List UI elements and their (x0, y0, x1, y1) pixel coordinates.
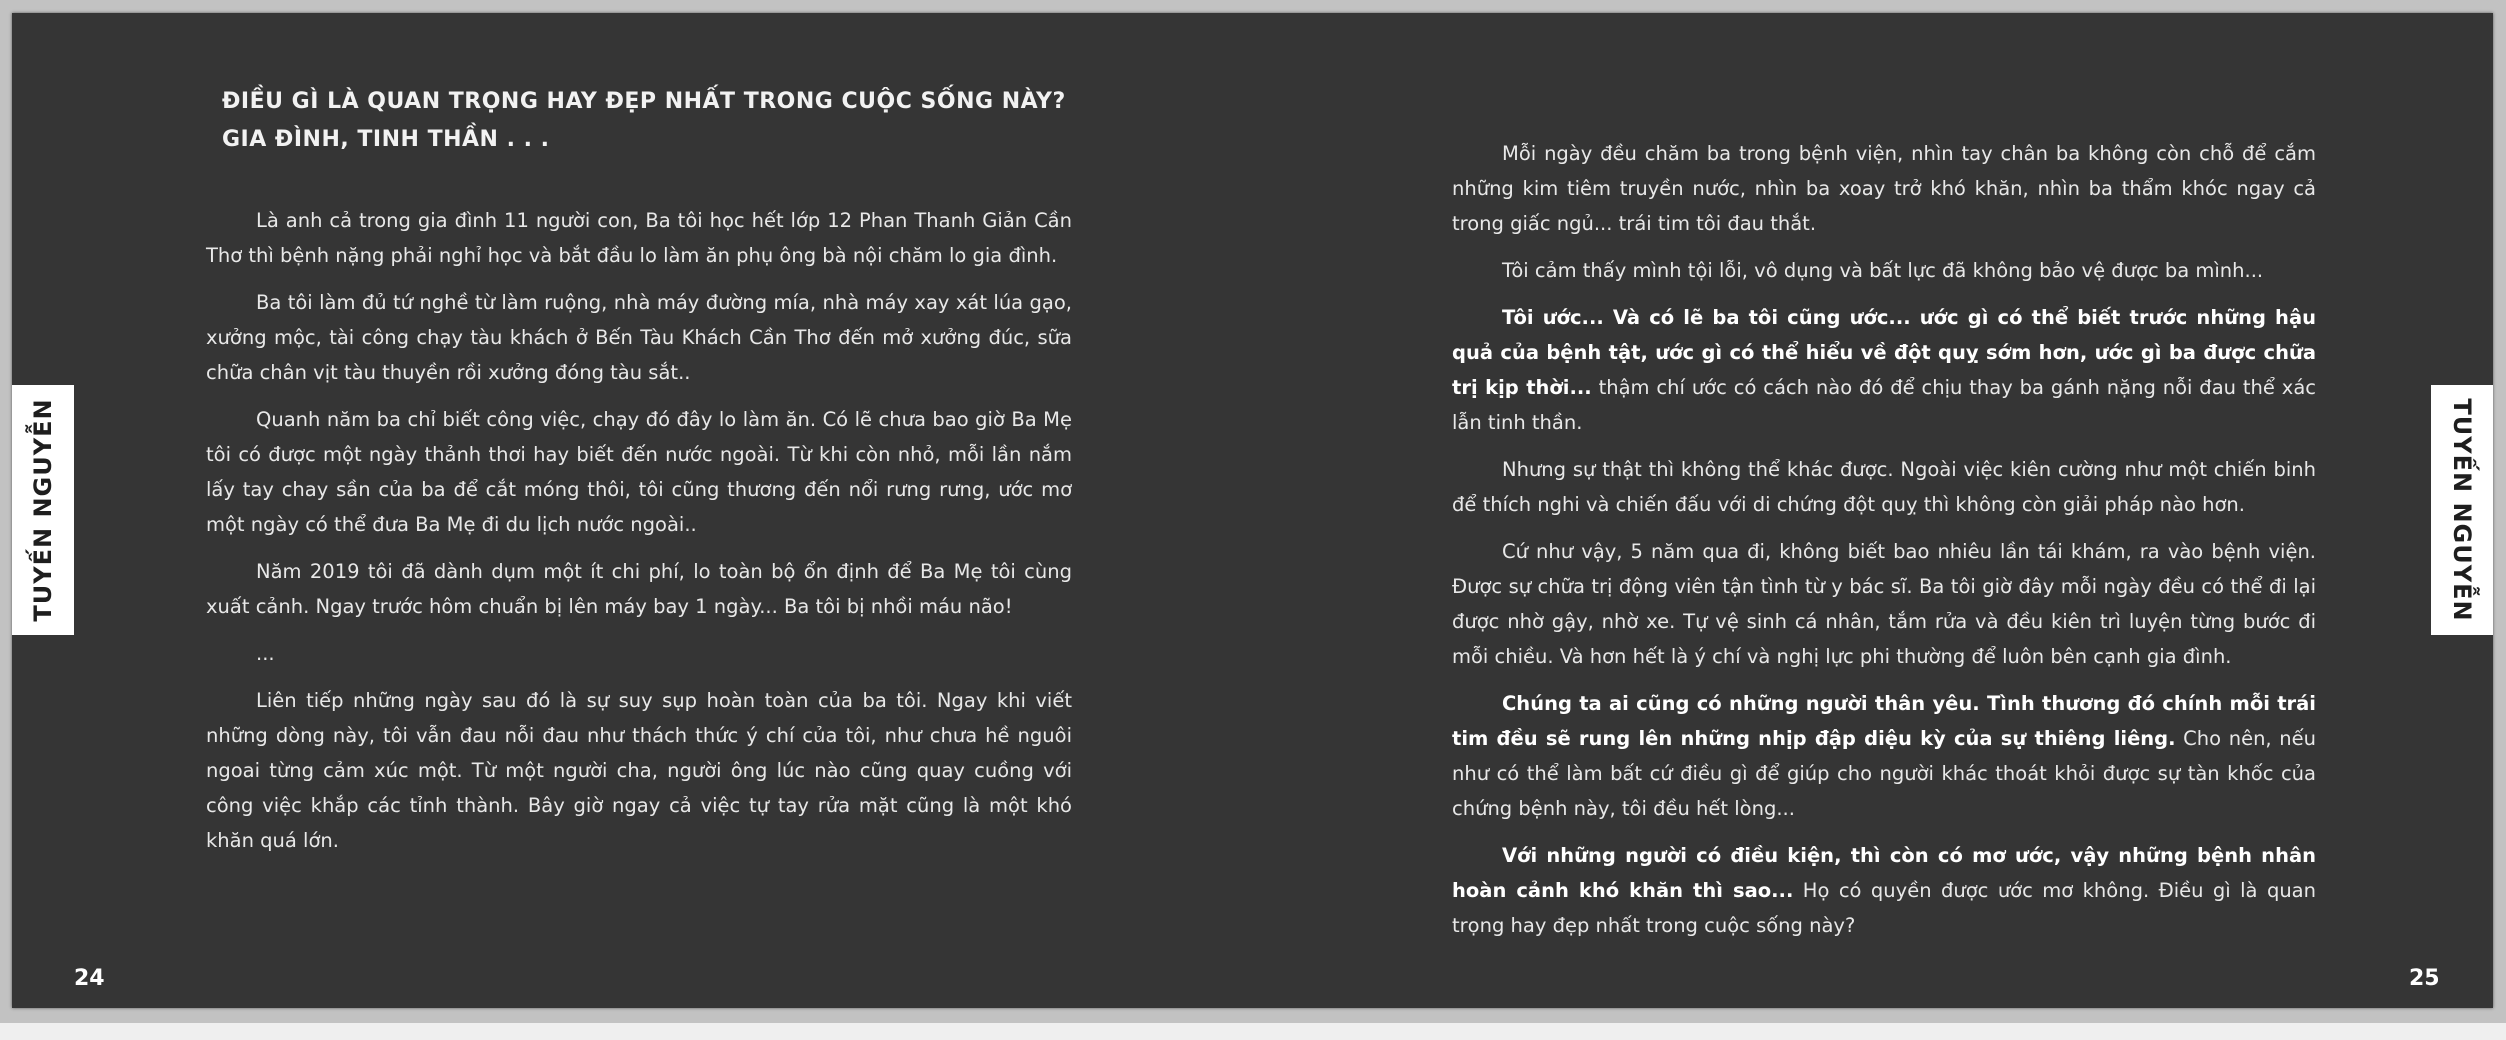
chapter-heading (222, 83, 1142, 159)
side-tab-label: TUYẾN NGUYỄN (2448, 398, 2476, 622)
paragraph (1452, 686, 2316, 826)
viewer-bottom-bar (0, 1023, 2506, 1040)
paragraph: Nhưng sự thật thì không thể khác được. Ngoài việc kiên cường như một chiến binh để thích nghi và chiến đấu với di chứng đột quỵ thì không còn giải pháp nào hơn. (1452, 458, 2316, 516)
paragraph-text: thậm chí ước có cách nào đó để chịu thay ba gánh nặng nỗi đau thể xác lẫn tinh thần. (1452, 376, 2316, 434)
paragraph-text: Cho nên, nếu như có thể làm bất cứ điều gì để giúp cho người khác thoát khỏi được sự tàn khốc của chứng bệnh này, tôi đều hết lòng... (1452, 727, 2316, 820)
paragraph: Tôi cảm thấy mình tội lỗi, vô dụng và bất lực đã không bảo vệ được ba mình... (1502, 259, 2264, 282)
left-body-text (206, 203, 1072, 870)
heading-line-1: ĐIỀU GÌ LÀ QUAN TRỌNG HAY ĐẸP NHẤT TRONG CUỘC SỐNG NÀY? (222, 89, 1066, 114)
heading-line-2: GIA ĐÌNH, TINH THẦN . . . (222, 127, 550, 152)
page-number-left: 24 (74, 966, 105, 991)
paragraph: Ba tôi làm đủ tứ nghề từ làm ruộng, nhà máy đường mía, nhà máy xay xát lúa gạo, xưởng mộc, tài công chạy tàu khách ở Bến Tàu Khách Cần Thơ đến mở xưởng đúc, sữa chữa chân vịt tàu thuyền rồi xưởng đóng tàu sắt.. (206, 291, 1072, 384)
paragraph: Là anh cả trong gia đình 11 người con, Ba tôi học hết lớp 12 Phan Thanh Giản Cần Thơ thì bệnh nặng phải nghỉ học và bắt đầu lo làm ăn phụ ông bà nội chăm lo gia đình. (206, 209, 1072, 267)
side-tab-left (12, 385, 74, 635)
paragraph-text: Họ có quyền được ước mơ không. Điều gì là quan trọng hay đẹp nhất trong cuộc sống này? (1452, 879, 2316, 937)
paragraph (1452, 838, 2316, 943)
book-spread (12, 13, 2493, 1008)
right-body-text (1452, 136, 2316, 955)
paragraph: Năm 2019 tôi đã dành dụm một ít chi phí, lo toàn bộ ổn định để Ba Mẹ tôi cùng xuất cảnh. Ngay trước hôm chuẩn bị lên máy bay 1 ngày... Ba tôi bị nhồi máu não! (206, 560, 1072, 618)
side-tab-label: TUYẾN NGUYỄN (29, 398, 57, 622)
paragraph (1452, 300, 2316, 440)
paragraph: Cứ như vậy, 5 năm qua đi, không biết bao nhiêu lần tái khám, ra vào bệnh viện. Được sự chữa trị động viên tận tình từ y bác sĩ. Ba tôi giờ đây mỗi ngày đều có thể đi lại được nhờ gậy, nhờ xe. Tự vệ sinh cá nhân, tắm rửa và đều kiên trì luyện từng bước đi mỗi chiều. Và hơn hết là ý chí và nghị lực phi thường để luôn bên cạnh gia đình. (1452, 540, 2316, 668)
page-number-right: 25 (2409, 966, 2440, 991)
emphasis-text: Tôi ước... Và có lẽ ba tôi cũng ước... ước gì có thể biết trước những hậu quả của bệnh tật, ước gì có thể hiểu về đột quỵ sớm hơn, ước gì ba được chữa trị kịp thời... (1452, 306, 2316, 399)
paragraph: Mỗi ngày đều chăm ba trong bệnh viện, nhìn tay chân ba không còn chỗ để cắm những kim tiêm truyền nước, nhìn ba xoay trở khó khăn, nhìn ba thẩm khóc ngay cả trong giấc ngủ... trái tim tôi đau thắt. (1452, 142, 2316, 235)
paragraph: Liên tiếp những ngày sau đó là sự suy sụp hoàn toàn của ba tôi. Ngay khi viết những dòng này, tôi vẫn đau nỗi đau như thách thức ý chí của tôi, như chưa hề nguôi ngoai từng cảm xúc một. Từ một người cha, người ông lúc nào cũng quay cuồng với công việc khắp các tỉnh thành. Bây giờ ngay cả việc tự tay rửa mặt cũng là một khó khăn quá lớn. (206, 689, 1072, 852)
paragraph: Quanh năm ba chỉ biết công việc, chạy đó đây lo làm ăn. Có lẽ chưa bao giờ Ba Mẹ tôi có được một ngày thảnh thơi hay biết đến nước ngoài. Từ khi còn nhỏ, mỗi lần nắm lấy tay chay sần của ba để cắt móng thôi, tôi cũng thương đến nổi rưng rưng, ước mơ một ngày có thể đưa Ba Mẹ đi du lịch nước ngoài.. (206, 408, 1072, 536)
emphasis-text: Với những người có điều kiện, thì còn có mơ ước, vậy những bệnh nhân hoàn cảnh khó khăn thì sao... (1452, 844, 2316, 902)
page-right (1253, 13, 2493, 1008)
emphasis-text: Chúng ta ai cũng có những người thân yêu. Tình thương đó chính mỗi trái tim đều sẽ rung lên những nhịp đập diệu kỳ của sự thiêng liêng. (1452, 692, 2316, 750)
page-left (12, 13, 1252, 1008)
side-tab-right (2431, 385, 2493, 635)
paragraph-ellipsis: ... (256, 642, 275, 665)
